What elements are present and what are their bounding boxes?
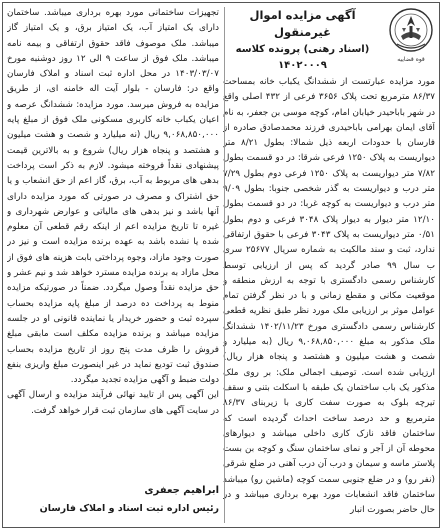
auction-notice [2, 2, 440, 528]
emblem-seal-icon [387, 6, 435, 56]
left-column [7, 6, 219, 524]
notice-title: آگهی مزایده اموال غیرمنقول [249, 8, 356, 39]
signatory-name: ابراهیم جعفری [144, 485, 219, 496]
notice-closing-paragraph: این آگهی پس از تایید نهائی فرآیند مزایده و ارسال آگهی در سایت آگهی های سازمان ثبت قرار خواهد گرفت. [7, 390, 219, 416]
emblem-wordmark: قوه قضاییه [397, 56, 425, 63]
notice-body-left: تجهیزات ساختمانی مورد بهره برداری میباشد. ساختمان دارای یک امتیاز آب، یک امتیاز برق، و یک امتیاز گاز میباشد. ملک موصوف فاقد حقوق ارتفاقی و بیمه نامه میباشد. ملک فوق از ساعت ۹ الی ۱۲ روز دوشنبه مورخ ۱۴۰۳/۰۳/۰۷ در محل اداره ثبت اسناد و املاک فارسان واقع در: فارسان - بلوار آیت اله خامنه ای، از طریق مزایده به فروش میرسد. مورد مزایده: ششدانگ عرصه و اعیان یکباب خانه کاربری مسکونی ملک فوق از مبلغ پایه ۹,۰۶۸,۸۵۰,۰۰۰ ریال (نه میلیارد و شصت و هشت میلیون و هشتصد و پنجاه هزار ریال) شروع و به بالاترین قیمت پیشنهادی نقداً فروخته میشود. لازم به ذکر است پرداخت بدهی های مربوط به آب، برق، گاز اعم از حق انشعاب و یا حق اشتراک و مصرف در صورتی که مورد مزایده دارای آنها باشد و نیز بدهی های مالیاتی و عوارض شهرداری و غیره تا تاریخ مزایده اعم از اینکه رقم قطعی آن معلوم شده یا نشده باشد به عهده برنده مزایده است و نیز در صورت وجود مازاد، وجوه پرداختی بابت هزینه های فوق از محل مازاد به برنده مزایده مسترد خواهد شد و نیم عشر و حق مزایده نقداً وصول میگردد. ضمناً در صورتیکه مزایده منوط به پرداخت ده درصد از مبلغ پایه مزایده بحساب سپرده ثبت و حضور خریدار یا نماینده قانونی او در جلسه مزایده میباشد و برنده مزایده مکلف است مابقی مبلغ فروش را ظرف مدت پنج روز از تاریخ مزایده بحساب صندوق ثبت تودیع نماید در غیر اینصورت مبلغ واریزی بنفع دولت ضبط و آگهی مزایده تجدید میگردد. [7, 8, 219, 386]
right-column [223, 6, 435, 524]
column-divider [224, 7, 225, 523]
signatory-role: رئیس اداره ثبت اسناد و املاک فارسان [39, 503, 219, 514]
signature-block [7, 482, 219, 518]
notice-case-number: (اسناد رهنی) پرونده کلاسه ۱۴۰۲۰۰۰۹ [235, 44, 370, 71]
notice-body-right: مورد مزایده عبارتست از ششدانگ یکباب خانه بمساحت ۸۶/۳۷ مترمربع تحت پلاک ۳۶۵۶ فرعی از ۴۳۲ اصلی واقع در شهر باباحیدر خیابان امام، کوچه موسی بن جعفر، به نام آقای ایمان بهرامی باباحیدری فرزند محمدصادق صادره از فارسان با حدودات اربعه ذیل شمالا: بطول ۸/۲۱ متر دیواریست به پلاک ۱۲۵۰ فرعی شرقا: در دو قسمت بطول ۷/۸۲ متر دیواریست به پلاک ۱۲۵۰ فرعی دوم بطول ۷/۲۹ متر درب و دیواریست به گذر شخصی جنوبا: بطول ۹/۰۹ متر درب و دیواریست به کوچه غربا: در دو قسمت بطول ۱۲/۱۰ متر دیوار به دیوار پلاک ۳۰۴۸ فرعی و دوم بطول ۰/۵۱ متر دیواریست به پلاک ۳۰۴۳ فرعی با حقوق ارتفاقی ندارد، ثبت و سند مالکیت به شماره سریال ۲۵۶۷۷ سری ب سال ۹۹ صادر گردید که پس از ارزیابی توسط کارشناس رسمی دادگستری با توجه به ارزش منطقه و موقعیت مکانی و مقطع زمانی و با در نظر گرفتن تمام عوامل موثر بر ارزیابی ملک مورد نظر طبق نظریه قطعی کارشناس رسمی دادگستری مورخ ۱۴۰۲/۱۱/۲۳ ششدانگ ملک مذکور به مبلغ ۹,۰۶۸,۸۵۰,۰۰۰ ریال (به میلیارد و شصت و هشت میلیون و هشتصد و پنجاه هزار ریال) ارزیابی شده است. توصیف اجمالی ملک: بر روی ملک مذکور یک باب ساختمان یک طبقه با اسکلت بتنی و سقف تیرچه بلوک به صورت سفت کاری با زیربنای ۸۶/۳۷ مترمربع و حد درصد ساخت احداث گردیده است که ساختمان فاقد نازک کاری داخلی میباشد و دیوارهای محوطه آن از آجر و نمای ساختمان سنگ و کوچه بن بست پلاستر ماسه و سیمان و درب آن درب آهنی در ضلع شرقی (نفر رو) و در ضلع جنوبی سمت کوچه (ماشین رو) میباشد ساختمان فاقد انشعابات مورد بهره برداری میباشد و در حال حاضر بصورت انبار [223, 77, 435, 516]
judiciary-emblem-logo [387, 6, 435, 64]
